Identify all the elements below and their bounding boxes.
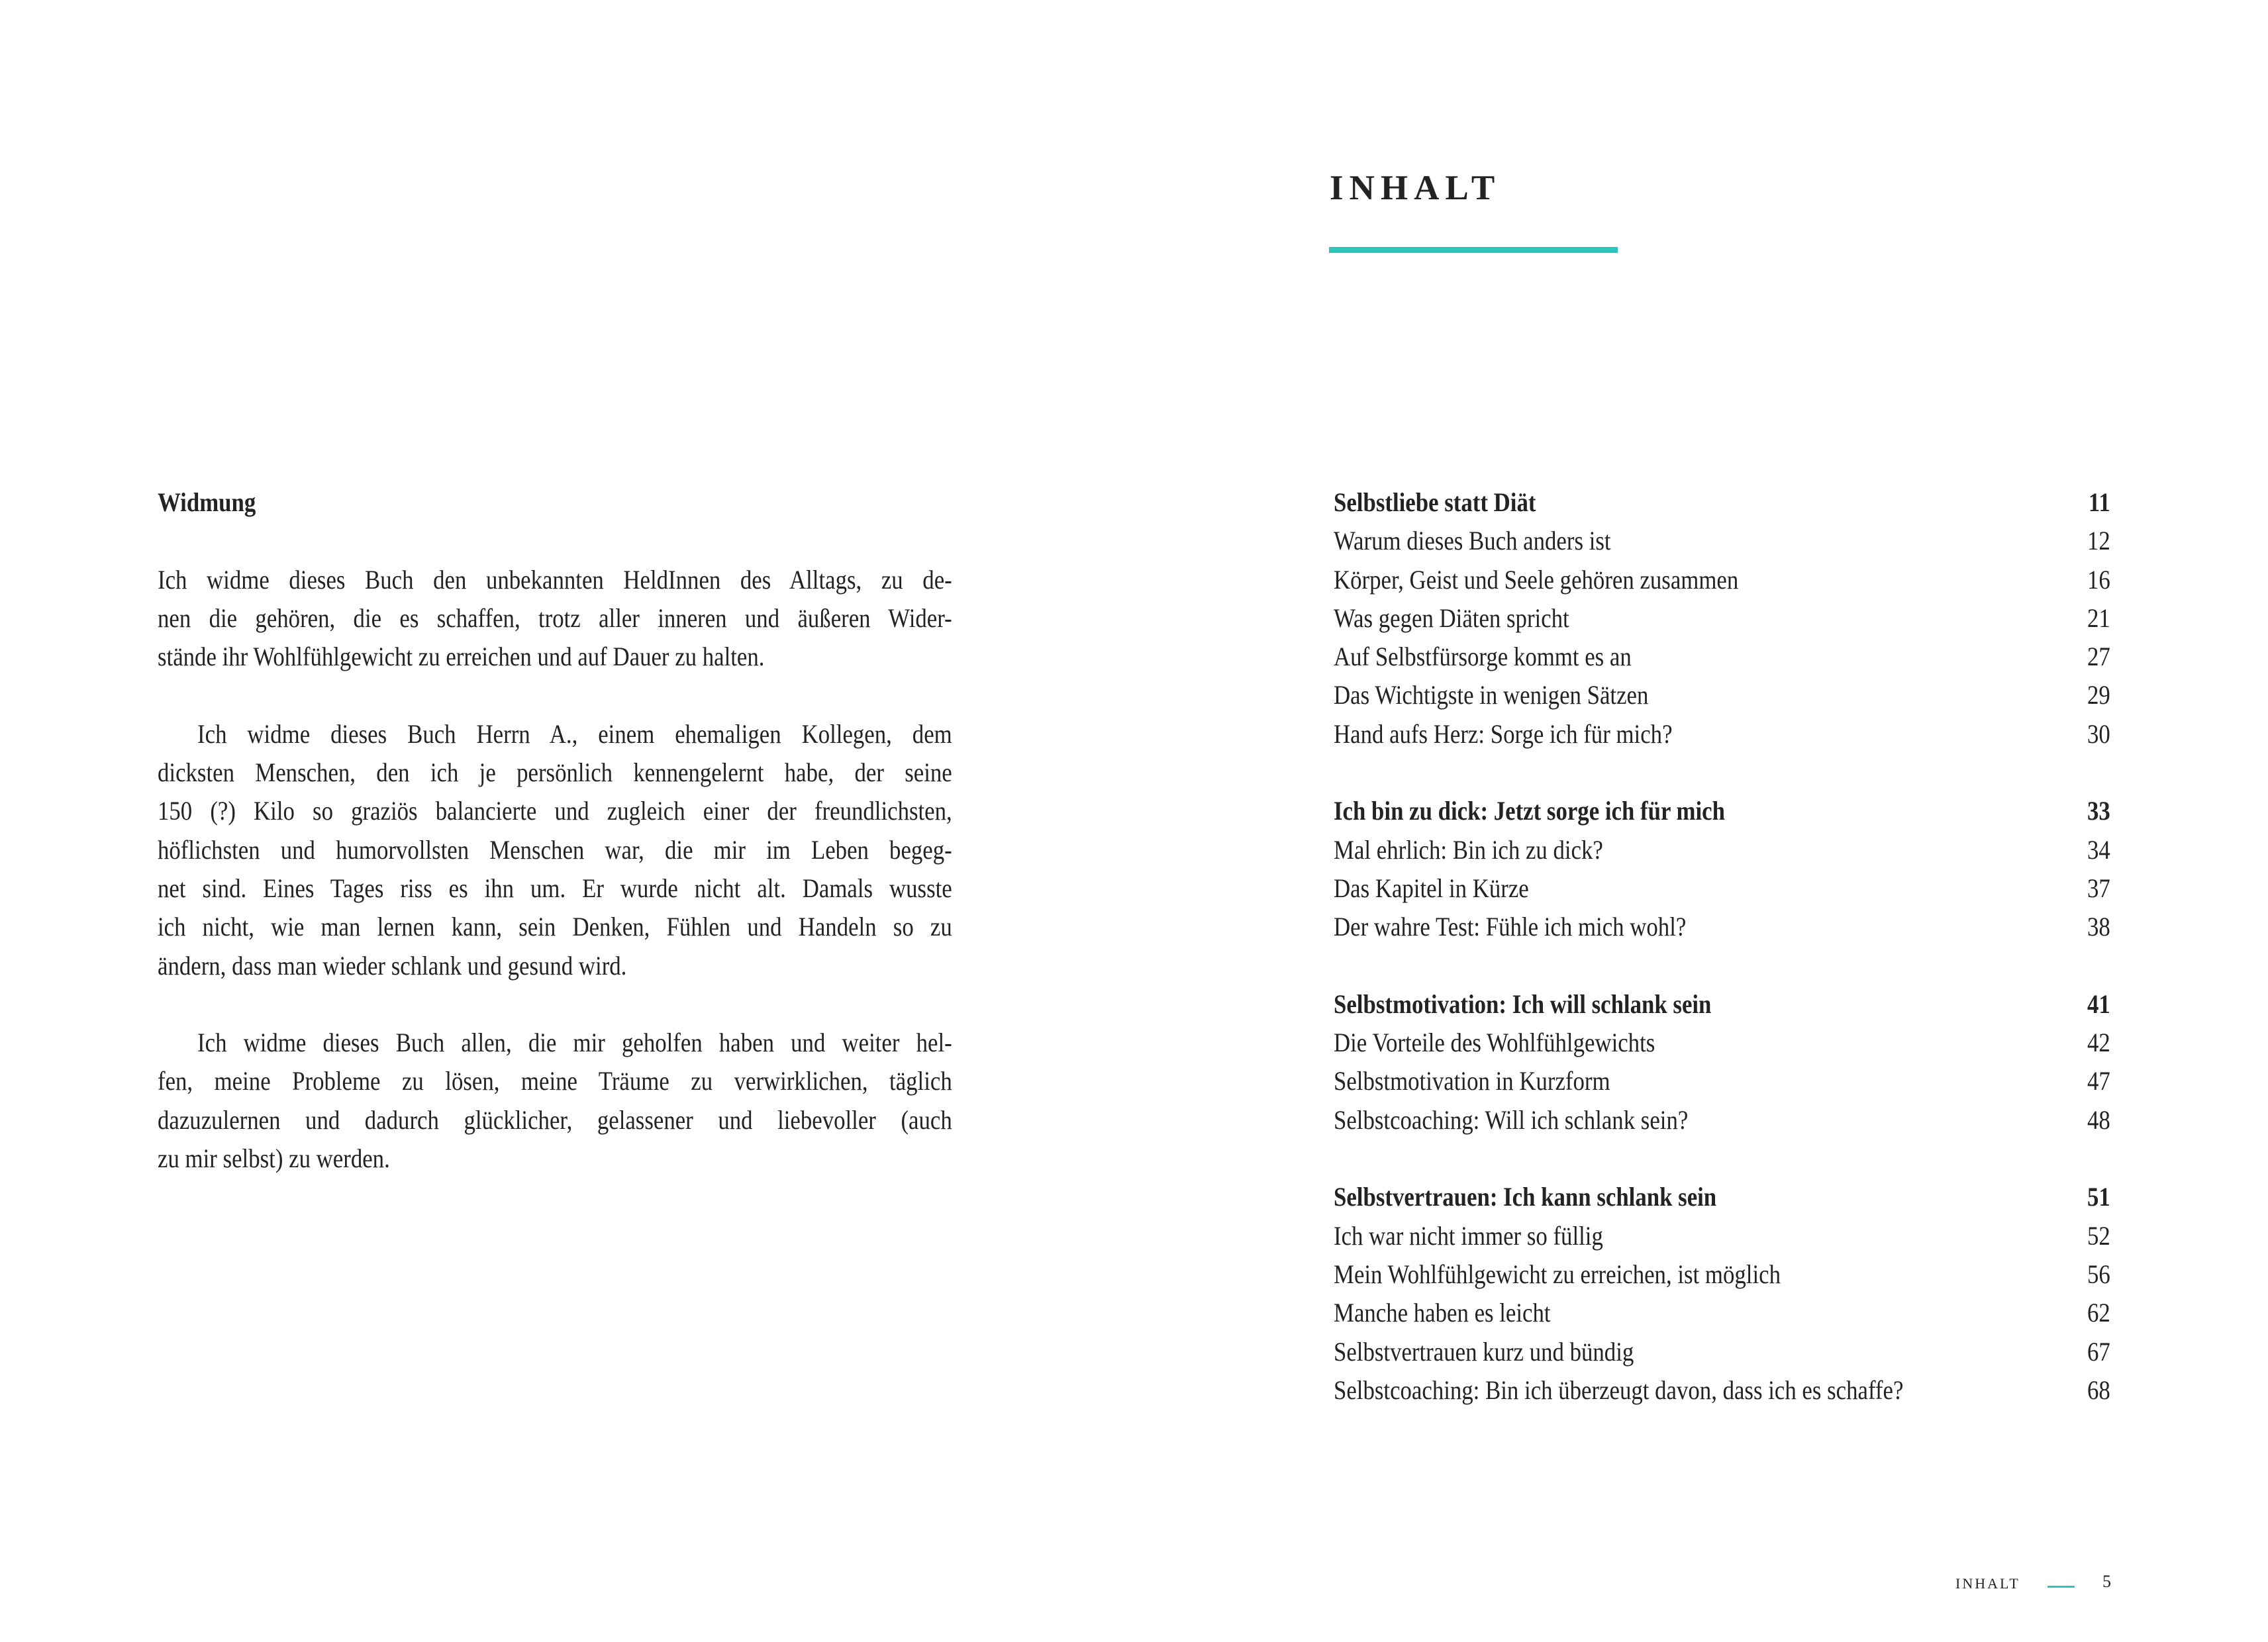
dedication-line: net sind. Eines Tages riss es ihn um. Er wurde nicht alt. Damals wusste: [158, 873, 952, 903]
toc-entry-label: Selbstmotivation: Ich will schlank sein: [1334, 989, 1712, 1019]
toc-entry-row: [1334, 1333, 2110, 1371]
toc-entry-page-number: 68: [2087, 1375, 2110, 1405]
toc-entry-page-number: 11: [2088, 487, 2110, 517]
toc-entry-label: Selbstcoaching: Will ich schlank sein?: [1334, 1104, 1689, 1135]
toc-entry-label: Was gegen Diäten spricht: [1334, 603, 1569, 633]
toc-entry-label: Die Vorteile des Wohlfühlgewichts: [1334, 1028, 1655, 1058]
toc-section: [1334, 1178, 2110, 1410]
toc-entry-page-number: 37: [2087, 873, 2110, 903]
toc-entry-row: [1334, 869, 2110, 908]
toc-entry-page-number: 62: [2087, 1298, 2110, 1328]
toc-entry-page-number: 16: [2087, 564, 2110, 595]
dedication-line: ändern, dass man wieder schlank und gesund wird.: [158, 950, 627, 981]
toc-entry-row: [1334, 715, 2110, 753]
dedication-line: zu mir selbst) zu werden.: [158, 1143, 390, 1174]
footer-dash-rule: [2047, 1586, 2075, 1588]
toc-entry-label: Auf Selbstfürsorge kommt es an: [1334, 642, 1632, 672]
toc-entry-page-number: 12: [2087, 526, 2110, 556]
toc-entry-label: Selbstcoaching: Bin ich überzeugt davon, dass ich es schaffe?: [1334, 1375, 1904, 1405]
toc-entry-page-number: 52: [2087, 1220, 2110, 1251]
toc-entry-label: Selbstliebe statt Diät: [1334, 487, 1536, 517]
dedication-column: [158, 483, 952, 1178]
toc-entry-page-number: 29: [2087, 680, 2110, 710]
toc-section: [1334, 483, 2110, 753]
toc-entry-page-number: 34: [2087, 834, 2110, 865]
dedication-paragraph: [158, 561, 952, 677]
toc-entry-label: Der wahre Test: Fühle ich mich wohl?: [1334, 912, 1687, 942]
toc-entry-page-number: 48: [2087, 1104, 2110, 1135]
toc-section: [1334, 792, 2110, 946]
toc-entry-page-number: 33: [2087, 796, 2110, 826]
toc-entry-page-number: 67: [2087, 1336, 2110, 1367]
toc-entry-row: [1334, 1024, 2110, 1062]
toc-entry-page-number: 41: [2087, 989, 2110, 1019]
footer-page-number: 5: [2102, 1572, 2111, 1591]
toc-entry-row: [1334, 1371, 2110, 1410]
dedication-heading: Widmung: [158, 487, 256, 517]
dedication-line: ich nicht, wie man lernen kann, sein Denken, Fühlen und Handeln so zu: [158, 912, 952, 942]
toc-entry-row: [1334, 1217, 2110, 1255]
toc-entry-page-number: 47: [2087, 1066, 2110, 1096]
dedication-line: nen die gehören, die es schaffen, trotz aller inneren und äußeren Wider-: [158, 603, 952, 633]
dedication-line: dazuzulernen und dadurch glücklicher, gelassener und liebevoller (auch: [158, 1104, 952, 1135]
toc-column: [1334, 483, 2110, 1410]
toc-entry-label: Hand aufs Herz: Sorge ich für mich?: [1334, 718, 1673, 749]
toc-section-heading-row: [1334, 1178, 2110, 1216]
dedication-line: Ich widme dieses Buch Herrn A., einem ehemaligen Kollegen, dem: [197, 718, 952, 749]
toc-entry-row: [1334, 908, 2110, 946]
toc-entry-row: [1334, 599, 2110, 638]
toc-entry-row: [1334, 522, 2110, 560]
toc-entry-row: [1334, 1062, 2110, 1100]
toc-title: INHALT: [1330, 169, 1501, 207]
toc-entry-row: [1334, 831, 2110, 869]
toc-entry-row: [1334, 676, 2110, 714]
dedication-line: dicksten Menschen, den ich je persönlich kennengelernt habe, der seine: [158, 757, 952, 788]
toc-entry-label: Körper, Geist und Seele gehören zusammen: [1334, 564, 1739, 595]
toc-entry-page-number: 38: [2087, 912, 2110, 942]
toc-section-heading-row: [1334, 792, 2110, 830]
toc-entry-page-number: 42: [2087, 1028, 2110, 1058]
toc-entry-page-number: 21: [2087, 603, 2110, 633]
footer-section-label: INHALT: [1955, 1575, 2020, 1592]
toc-list: [1334, 483, 2110, 1410]
toc-entry-row: [1334, 1294, 2110, 1332]
toc-entry-label: Mal ehrlich: Bin ich zu dick?: [1334, 834, 1603, 865]
dedication-line: Ich widme dieses Buch den unbekannten HeldInnen des Alltags, zu de-: [158, 564, 952, 595]
toc-entry-row: [1334, 1101, 2110, 1139]
toc-entry-row: [1334, 638, 2110, 676]
toc-entry-label: Ich war nicht immer so füllig: [1334, 1220, 1603, 1251]
toc-section: [1334, 985, 2110, 1139]
toc-section-heading-row: [1334, 985, 2110, 1024]
toc-entry-page-number: 56: [2087, 1259, 2110, 1289]
dedication-paragraph: [158, 715, 952, 985]
dedication-line: 150 (?) Kilo so graziös balancierte und zugleich einer der freundlichsten,: [158, 796, 952, 826]
title-underline-rule: [1329, 247, 1618, 253]
toc-entry-label: Manche haben es leicht: [1334, 1298, 1551, 1328]
toc-entry-label: Selbstvertrauen kurz und bündig: [1334, 1336, 1634, 1367]
toc-entry-row: [1334, 561, 2110, 599]
toc-section-heading-row: [1334, 483, 2110, 522]
dedication-line: Ich widme dieses Buch allen, die mir geholfen haben und weiter hel-: [197, 1028, 952, 1058]
toc-entry-row: [1334, 1255, 2110, 1294]
dedication-line: fen, meine Probleme zu lösen, meine Träume zu verwirklichen, täglich: [158, 1066, 952, 1096]
toc-entry-page-number: 30: [2087, 718, 2110, 749]
toc-entry-page-number: 27: [2087, 642, 2110, 672]
toc-entry-label: Mein Wohlfühlgewicht zu erreichen, ist möglich: [1334, 1259, 1781, 1289]
toc-entry-label: Selbstvertrauen: Ich kann schlank sein: [1334, 1182, 1717, 1212]
dedication-line: stände ihr Wohlfühlgewicht zu erreichen und auf Dauer zu halten.: [158, 642, 765, 672]
dedication-body: [158, 561, 952, 1179]
toc-entry-label: Das Kapitel in Kürze: [1334, 873, 1529, 903]
toc-entry-label: Das Wichtigste in wenigen Sätzen: [1334, 680, 1649, 710]
toc-entry-label: Selbstmotivation in Kurzform: [1334, 1066, 1610, 1096]
toc-entry-page-number: 51: [2087, 1182, 2110, 1212]
dedication-line: höflichsten und humorvollsten Menschen war, die mir im Leben begeg-: [158, 834, 952, 865]
toc-entry-label: Warum dieses Buch anders ist: [1334, 526, 1611, 556]
toc-entry-label: Ich bin zu dick: Jetzt sorge ich für mich: [1334, 796, 1725, 826]
dedication-paragraph: [158, 1024, 952, 1178]
